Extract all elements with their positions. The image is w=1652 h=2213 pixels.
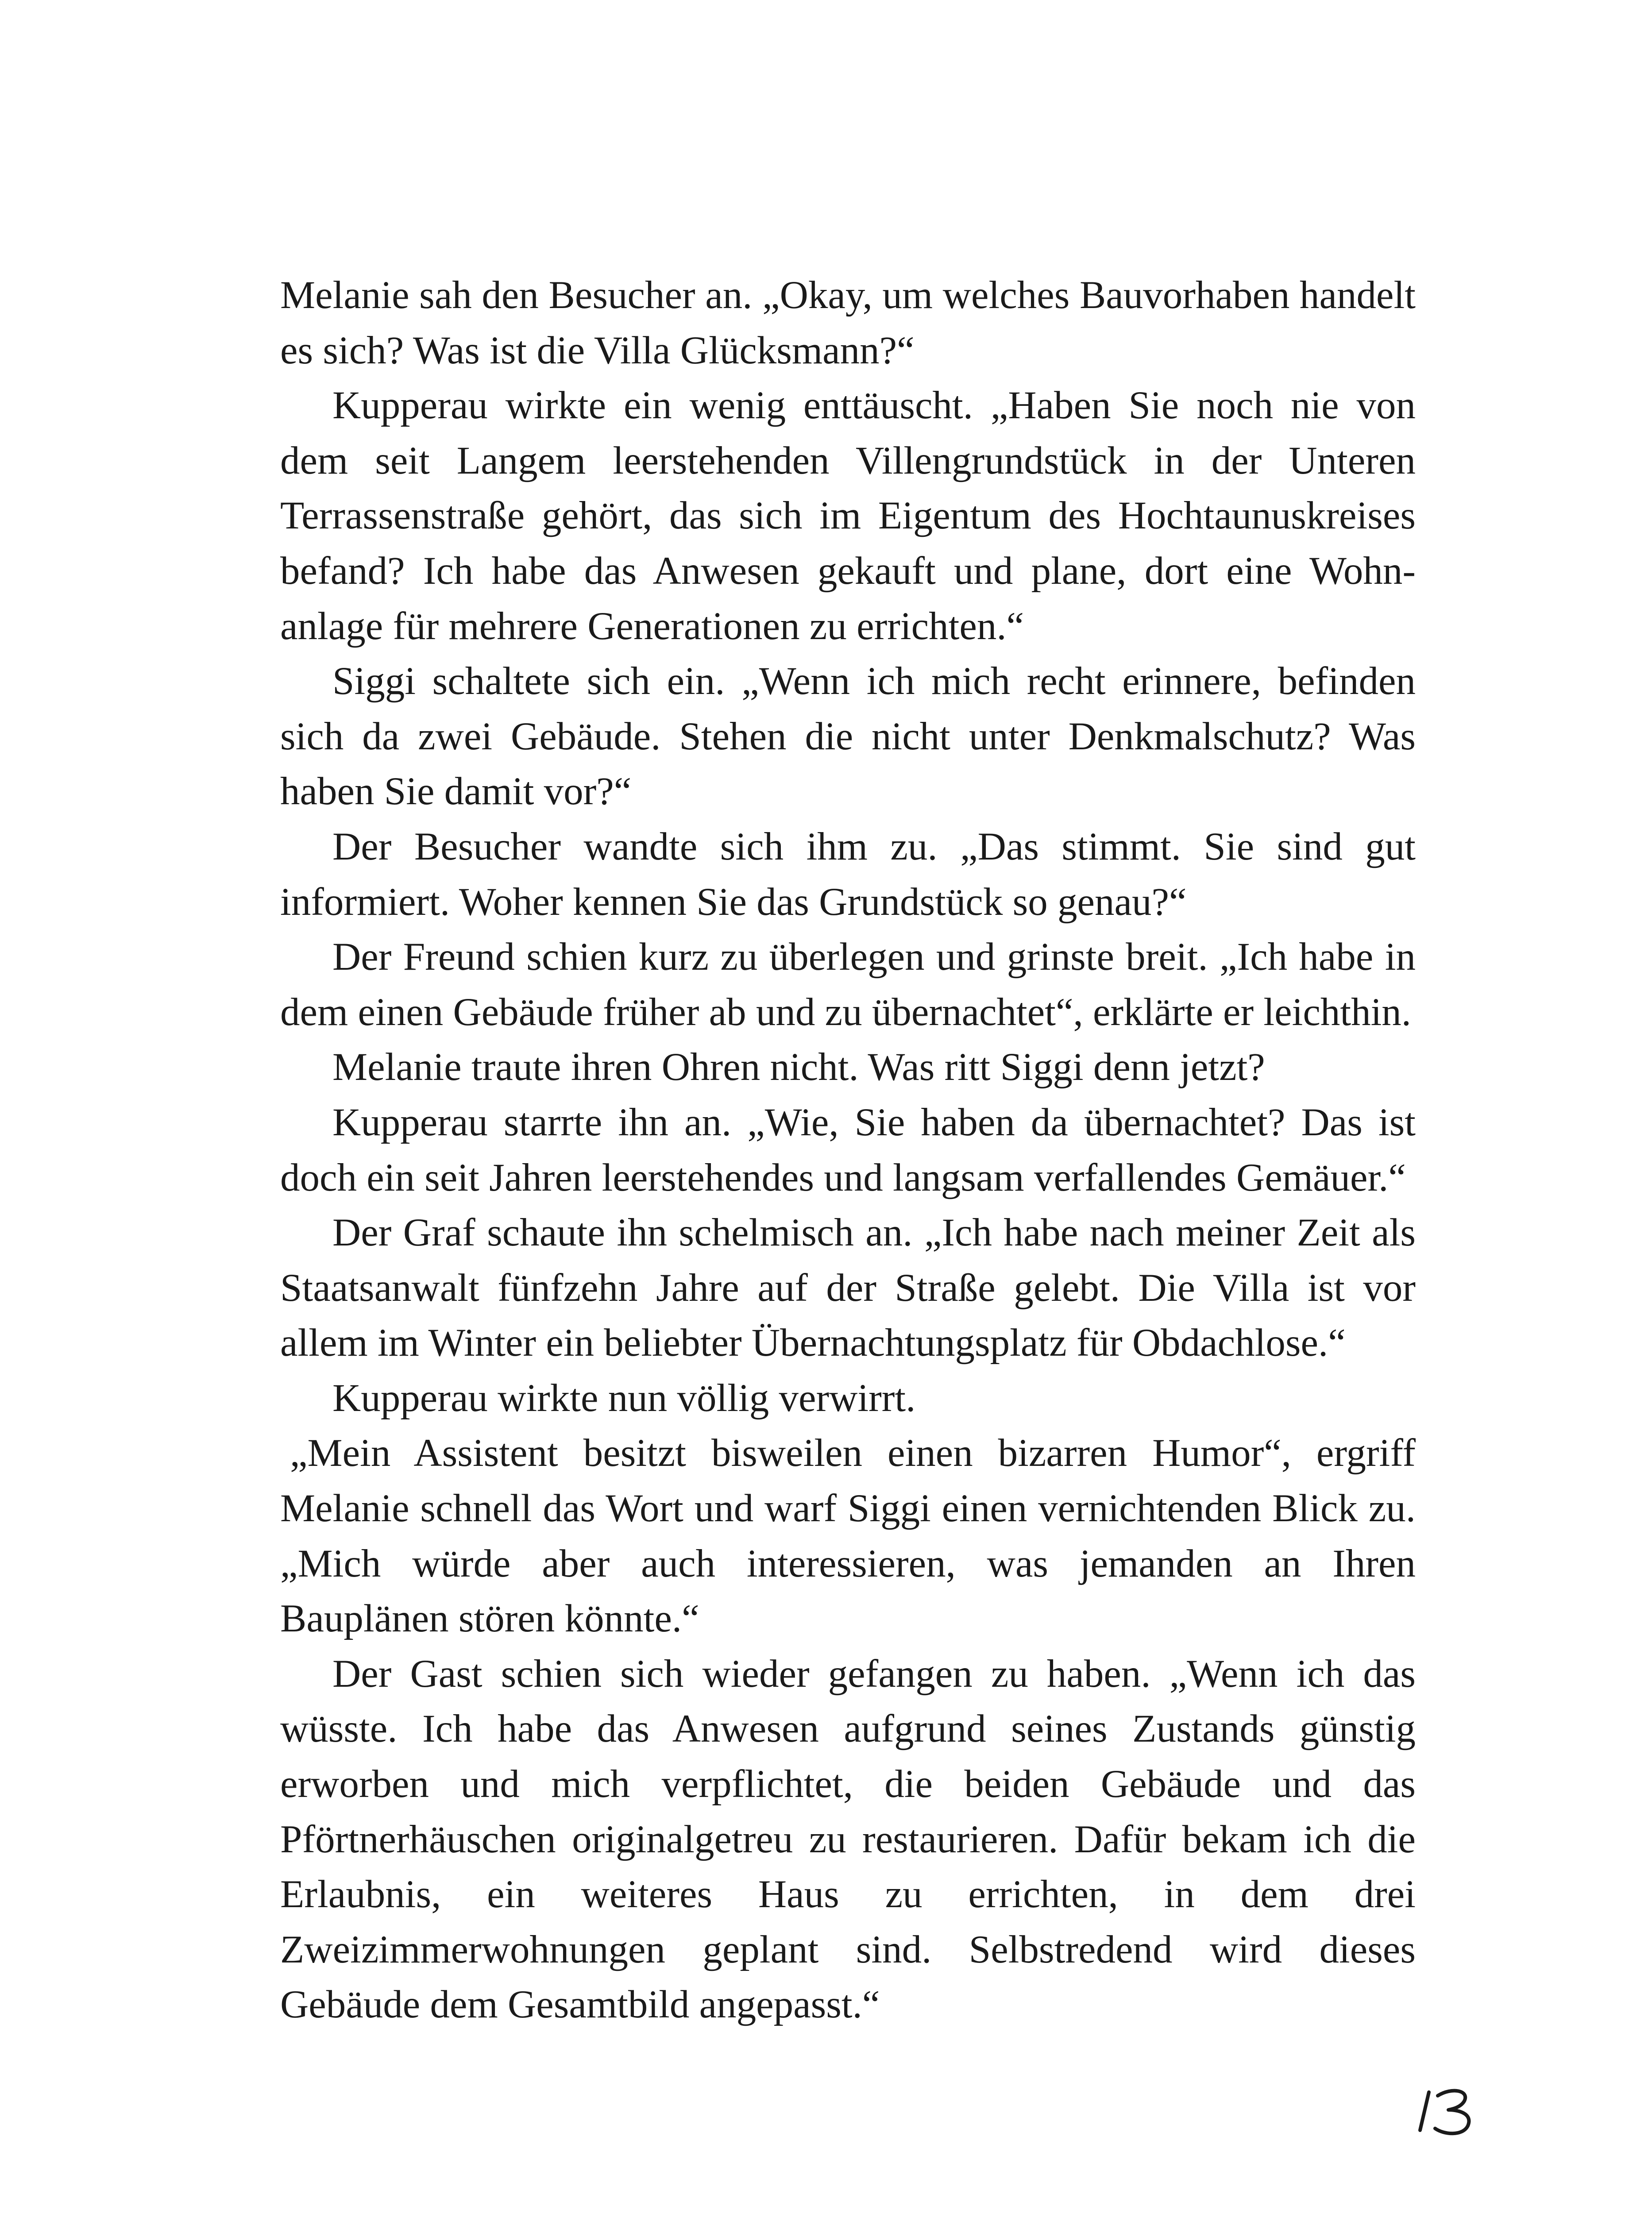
paragraph-10: „Mein Assistent besitzt bisweilen einen bizarren Humor“, ergriff Melanie schnell das Wort und warf Siggi einen vernichtenden Blick zu. „Mich würde aber auch interessieren, was jemanden an Ihren Bauplänen stören könnte.“ (280, 1431, 1416, 1641)
paragraph-5: Der Freund schien kurz zu überlegen und grinste breit. „Ich habe in dem einen Gebäude früher ab und zu übernachtet“, erklärte er leichthin. (280, 935, 1416, 1034)
paragraph-4: Der Besucher wandte sich ihm zu. „Das stimmt. Sie sind gut informiert. Woher kennen Sie das Grundstück so genau?“ (280, 825, 1416, 924)
paragraph-1: Melanie sah den Besucher an. „Okay, um welches Bauvorhaben handelt es sich? Was ist die Villa Glücksmann?“ (280, 274, 1416, 372)
paragraph-3: Siggi schaltete sich ein. „Wenn ich mich recht erinnere, befinden sich da zwei Gebäude. Stehen die nicht unter Denkmalschutz? Was haben Sie damit vor?“ (280, 659, 1416, 813)
page-number-glyph (1412, 2082, 1483, 2140)
paragraph-9: Kupperau wirkte nun völlig verwirrt. (332, 1376, 916, 1420)
paragraph-11: Der Gast schien sich wieder gefangen zu haben. „Wenn ich das wüsste. Ich habe das Anwesen aufgrund seines Zustands günstig erworben und mich verpflichtet, die beiden Gebäude und das Pförtnerhäuschen originalgetreu zu restaurieren. Dafür bekam ich die Erlaubnis, ein weiteres Haus zu errichten, in dem drei Zweizimmerwohnungen geplant sind. Selbstredend wird dieses Gebäude dem Gesamtbild angepasst.“ (280, 1652, 1416, 2027)
paragraph-2: Kupperau wirkte ein wenig enttäuscht. „Haben Sie noch nie von dem seit Langem leerstehenden Villengrundstück in der Unteren Terrassenstraße gehört, das sich im Eigentum des Hochtaunuskreises befand? Ich habe das Anwesen gekauft und plane, dort eine Wohnanlage für mehrere Generationen zu errichten.“ (280, 384, 1416, 648)
paragraph-6: Melanie traute ihren Ohren nicht. Was ritt Siggi denn jetzt? (332, 1045, 1265, 1089)
paragraph-7: Kupperau starrte ihn an. „Wie, Sie haben da übernachtet? Das ist doch ein seit Jahren leerstehendes und langsam verfallendes Gemäuer.“ (280, 1100, 1416, 1199)
page-number (1412, 2082, 1483, 2140)
body-text (280, 268, 1416, 2032)
paragraph-8: Der Graf schaute ihn schelmisch an. „Ich habe nach meiner Zeit als Staatsanwalt fünfzehn Jahre auf der Straße gelebt. Die Villa ist vor allem im Winter ein beliebter Übernachtungsplatz für Obdachlose.“ (280, 1211, 1416, 1365)
